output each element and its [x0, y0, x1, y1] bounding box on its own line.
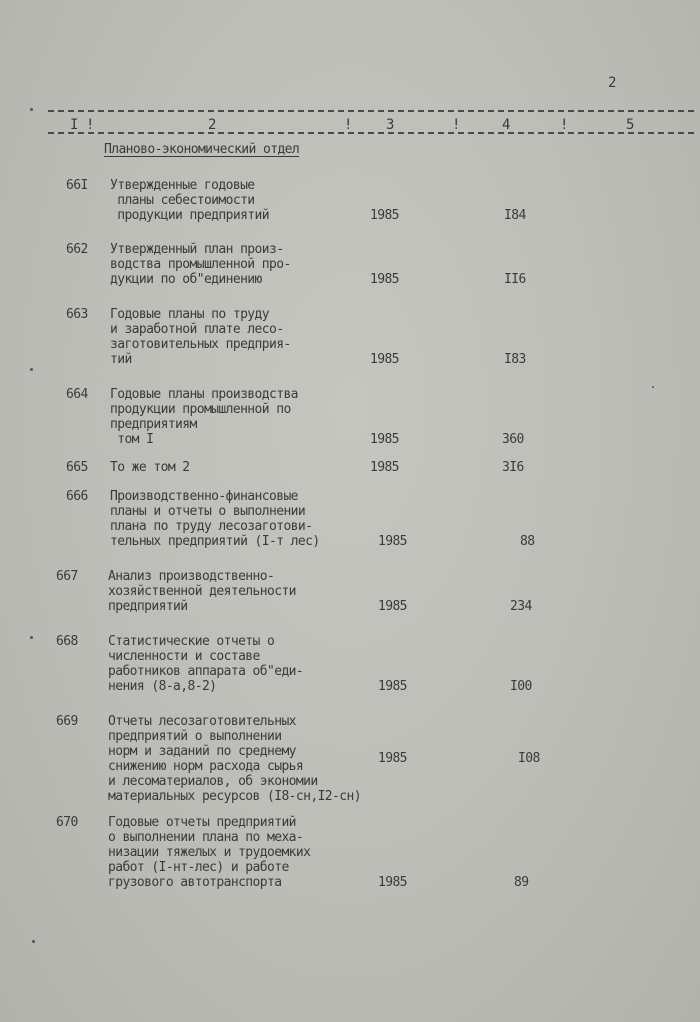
record-number: 665 — [66, 460, 88, 475]
paper-speck — [30, 368, 33, 371]
column-separator: ! — [344, 117, 352, 133]
record-number: 670 — [56, 815, 78, 830]
paper-speck — [30, 108, 33, 111]
record-year: 1985 — [378, 875, 407, 890]
record-number: 667 — [56, 569, 78, 584]
header-rule-top — [48, 110, 694, 112]
record-year: 1985 — [378, 751, 407, 766]
record-sheet-count: I83 — [504, 352, 526, 367]
record-number: 663 — [66, 307, 88, 322]
record-year: 1985 — [370, 208, 399, 223]
record-number: 664 — [66, 387, 88, 402]
record-year: 1985 — [370, 432, 399, 447]
column-header-2: 2 — [208, 117, 216, 133]
record-description: Годовые планы по труду и заработной плате лесо- заготовительных предприя- тий — [110, 307, 291, 367]
column-header-3: 3 — [386, 117, 394, 133]
paper-speck — [30, 636, 33, 639]
paper-speck — [652, 386, 654, 388]
record-year: 1985 — [378, 679, 407, 694]
page-number: 2 — [608, 75, 616, 91]
record-sheet-count: 89 — [514, 875, 529, 890]
column-separator: ! — [452, 117, 460, 133]
column-header-4: 4 — [502, 117, 510, 133]
column-separator: ! — [560, 117, 568, 133]
record-description: Утвержденные годовые планы себестоимости продукции предприятий — [110, 178, 269, 223]
record-year: 1985 — [370, 352, 399, 367]
record-sheet-count: 360 — [502, 432, 524, 447]
record-sheet-count: 88 — [520, 534, 535, 549]
column-header-5: 5 — [626, 117, 634, 133]
record-number: 666 — [66, 489, 88, 504]
record-year: 1985 — [370, 272, 399, 287]
header-rule-bottom — [48, 132, 694, 134]
record-description: Отчеты лесозаготовительных предприятий о выполнении норм и заданий по среднему снижению норм расхода сырья и лесоматериалов, об экономии материальных ресурсов (I8-сн,I2-сн) — [108, 714, 361, 804]
record-description: То же том 2 — [110, 460, 190, 475]
record-sheet-count: I08 — [518, 751, 540, 766]
record-number: 668 — [56, 634, 78, 649]
record-year: 1985 — [378, 534, 407, 549]
record-description: Утвержденный план произ- водства промышленной про- дукции по об"единению — [110, 242, 291, 287]
record-year: 1985 — [378, 599, 407, 614]
record-description: Производственно-финансовые планы и отчеты о выполнении плана по труду лесозаготови- тельных предприятий (I-т лес) — [110, 489, 320, 549]
record-number: 66I — [66, 178, 88, 193]
column-separator: ! — [86, 117, 94, 133]
paper-speck — [32, 940, 35, 943]
record-number: 662 — [66, 242, 88, 257]
record-sheet-count: I84 — [504, 208, 526, 223]
record-description: Годовые планы производства продукции промышленной по предприятиям том I — [110, 387, 298, 447]
record-description: Годовые отчеты предприятий о выполнении плана по меха- низации тяжелых и трудоемких работ (I-нт-лес) и работе грузового автотранспорта — [108, 815, 311, 890]
record-year: 1985 — [370, 460, 399, 475]
record-sheet-count: I00 — [510, 679, 532, 694]
section-title: Планово-экономический отдел — [104, 142, 300, 157]
record-sheet-count: II6 — [504, 272, 526, 287]
record-sheet-count: 3I6 — [502, 460, 524, 475]
record-description: Анализ производственно- хозяйственной деятельности предприятий — [108, 569, 296, 614]
record-description: Статистические отчеты о численности и составе работников аппарата об"еди- нения (8-а,8-2) — [108, 634, 304, 694]
record-sheet-count: 234 — [510, 599, 532, 614]
record-number: 669 — [56, 714, 78, 729]
column-header-1: I — [70, 117, 78, 133]
